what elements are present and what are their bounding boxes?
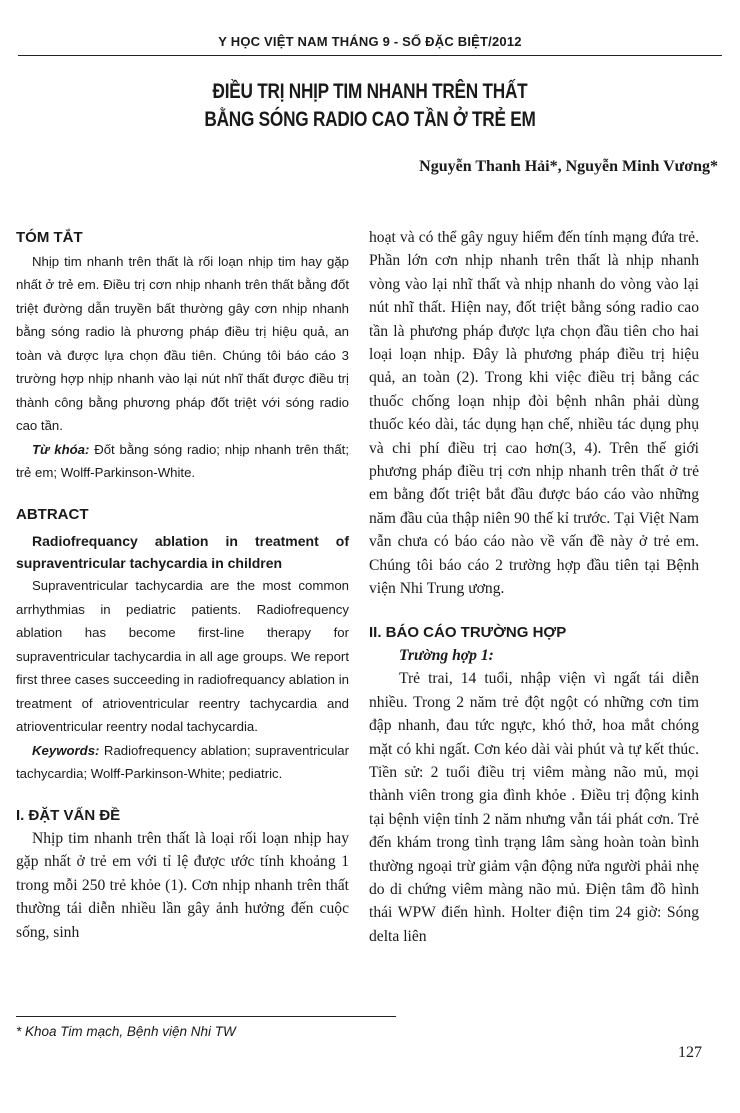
case-text: Trẻ trai, 14 tuổi, nhập viện vì ngất tái diễn nhiều. Trong 2 năm trẻ đột ngột có những cơn tim đập nhanh, đau tức ngực, khó thở, hoa mắt chóng mặt có khi ngất. Cơn kéo dài vài phút và tự kết thúc. Tiền sử: 2 tuổi điều trị viêm màng não mủ, mọi thành viên trong gia đình khỏe . Điều trị động kinh tại bệnh viện tỉnh 2 năm nhưng vẫn tái phát cơn. Trẻ đến khám trong tình trạng lâm sàng hoàn toàn bình thường ngoại trừ giảm vận động nửa người phải nhẹ do di chứng viêm màng não mủ. Điện tâm đồ hình thái WPW điển hình. Holter điện tim 24 giờ: Sóng delta liên — [369, 670, 699, 945]
right-column — [369, 226, 699, 948]
abstract-keywords — [16, 739, 349, 786]
running-header: Y HỌC VIỆT NAM THÁNG 9 - SỐ ĐẶC BIỆT/2012 — [218, 34, 522, 49]
summary-keywords-label: Từ khóa: — [32, 441, 90, 457]
abstract-keywords-text: Radiofrequency ablation; supraventricular tachycardia; Wolff-Parkinson-White; pediatric. — [16, 742, 349, 781]
article-title — [67, 78, 674, 134]
header-rule — [18, 55, 722, 56]
article-title-line-2: BẰNG SÓNG RADIO CAO TẦN Ở TRẺ EM — [204, 108, 536, 131]
article-title-line-1: ĐIỀU TRỊ NHỊP TIM NHANH TRÊN THẤT — [212, 80, 528, 103]
footnote: * Khoa Tim mạch, Bệnh viện Nhi TW — [16, 1024, 236, 1039]
summary-heading: TÓM TẮT — [16, 229, 83, 246]
left-column — [16, 226, 349, 944]
summary-text: Nhịp tim nhanh trên thất là rối loạn nhịp tim hay gặp nhất ở trẻ em. Điều trị cơn nhịp nhanh trên thất bằng đốt triệt đường dẫn truyền bất thường gây cơn nhịp nhanh bằng sóng radio là phương pháp điều trị hiệu quả, an toàn và được lựa chọn đầu tiên. Chúng tôi báo cáo 3 trường hợp nhịp nhanh vào lại nút nhĩ thất được điều trị thành công bằng phương pháp đốt triệt với sóng radio cao tần. — [16, 253, 349, 433]
abstract-text: Supraventricular tachycardia are the most common arrhythmias in pediatric patients. Radiofrequency ablation has become first-line therapy for supraventricular tachycardia in all age groups. We report first three cases succeeding in radiofrequancy ablation in treatment of atrioventricular reentry tachycardia and atrioventricular reentry nodal tachycardia. — [16, 578, 349, 734]
summary-keywords-text: Đốt bằng sóng radio; nhịp nhanh trên thất; trẻ em; Wolff-Parkinson-White. — [16, 441, 349, 480]
footnote-rule — [16, 1016, 396, 1017]
summary-keywords — [16, 438, 349, 485]
abstract-heading: ABTRACT — [16, 505, 89, 523]
abstract-title: Radiofrequancy ablation in treatment of supraventricular tachycardia in children — [16, 533, 349, 571]
page-number: 127 — [678, 1044, 702, 1061]
intro-heading: I. ĐẶT VẤN ĐỀ — [16, 806, 121, 824]
author-list: Nguyễn Thanh Hải*, Nguyễn Minh Vương* — [419, 158, 718, 175]
intro-text-right: hoạt và có thể gây nguy hiểm đến tính mạng đứa trẻ. Phần lớn cơn nhịp nhanh trên thất là nhịp nhanh vòng vào lại nhĩ thất và nhịp nhanh do vòng vào lại nút nhĩ thất. Hiện nay, đốt triệt bằng sóng radio cao tần là phương pháp được lựa chọn đầu tiên cho hai loại loạn nhịp. Đây là phương pháp điều trị hiệu quả, an toàn (2). Trong khi việc điều trị bằng các thuốc chống loạn nhịp đòi bệnh nhân phải dùng thuốc kéo dài, tác dụng hạn chế, nhiều tác dụng phụ và chi phí điều trị cao hơn(3, 4). Trên thế giới phương pháp điều trị cơn nhịp nhanh trên thất ở trẻ em bằng đốt triệt bắt đầu được báo cáo vào những năm đầu của thập niên 90 thế kỉ trước. Tại Việt Nam vẫn chưa có báo cáo nào về vấn đề này ở trẻ em. Chúng tôi báo cáo 2 trường hợp đầu tiên tại Bệnh viện Nhi Trung ương. — [369, 229, 699, 598]
case-report-heading: II. BÁO CÁO TRƯỜNG HỢP — [369, 623, 567, 641]
abstract-keywords-label: Keywords: — [32, 742, 100, 758]
case-subheading: Trường hợp 1: — [399, 646, 494, 664]
intro-text-left: Nhịp tim nhanh trên thất là loại rối loạn nhịp hay gặp nhất ở trẻ em với tỉ lệ được ước tính khoảng 1 trong mỗi 250 trẻ khỏe (1). Cơn nhịp nhanh trên thất thường tái diễn nhiều lần gây ảnh hưởng đến cuộc sống, sinh — [16, 830, 349, 941]
